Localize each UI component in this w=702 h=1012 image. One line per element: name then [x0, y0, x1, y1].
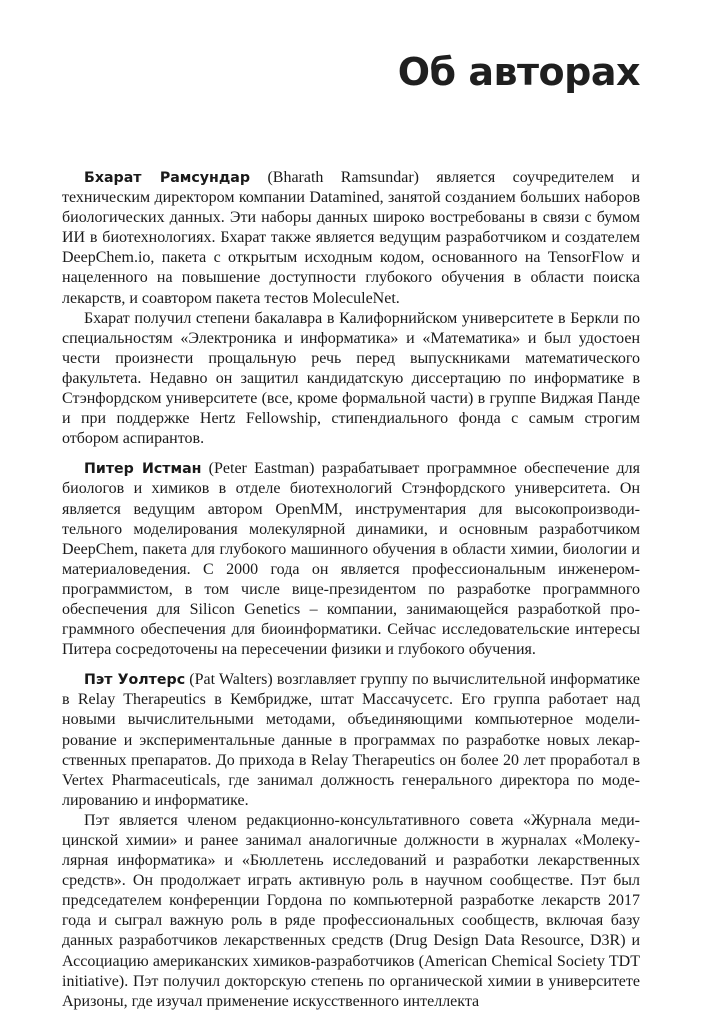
bio-paragraph-ramsundar-2: Бхарат получил степени бакалавра в Калифорнийском университете в Беркли по специальностям «Электроника и информатика» и «Математика» и был удостоен чести произнести прощальную речь перед выпускниками математического факультета. Недавно он защитил кандидатскую диссертацию по информатике в Стэнфордском университете (все, кроме формальной части) в группе Виджая Панде и при поддержке Hertz Fellowship, стипендиального фонда с самым строгим отбором аспирантов.	[62, 309, 640, 448]
bio-paragraph-ramsundar-1	[62, 168, 640, 309]
bio-text: (Pat Walters) возглавляет группу по вычислительной информатике в Relay Therapeutics в Кембридже, штат Массачусетс. Его группа работает над новыми вычислительными методами, объединяющими компьютерное моделирование и экспериментальные данные в программах по разработке новых лекарственных препаратов. До прихода в Relay Therapeutics он более 20 лет проработал в Vertex Pharmaceuticals, где занимал должность генерального директора по моделированию и информатике.	[62, 671, 641, 809]
author-name-eastman: Питер Истман	[84, 461, 202, 478]
author-bios	[62, 168, 640, 1012]
bio-text: (Bharath Ramsundar) является соучредителем и техническим директором компании Datamined, занятой созданием больших наборов биологических данных. Эти наборы данных широко востребованы в связи с бумом ИИ в биотехнологиях. Бхарат также является ведущим разработчиком и создателем DeepChem.io, пакета с открытым исходным кодом, основанного на TensorFlow и нацеленного на повышение доступности глубокого обучения в области поиска лекарств, и соавтором пакета тестов MoleculeNet.	[62, 169, 640, 307]
author-name-walters: Пэт Уолтерс	[84, 672, 186, 689]
author-name-ramsundar: Бхарат Рамсундар	[84, 170, 251, 186]
bio-text: (Peter Eastman) разрабатывает программное обеспечение для биологов и химиков в отделе биотехнологий Стэнфордского университета. Он является ведущим автором OpenMM, инструментария для высокопроизводительного моделирования молекулярной динамики, и основным разработчиком DeepChem, пакета для глубокого машинного обучения в области химии, биологии и материаловедения. С 2000 года он является профессиональным инженером-программистом, в том числе вице-президентом по разработке программного обеспечения для Silicon Genetics – компании, занимающейся разработкой программного обеспечения для биоинформатики. Сейчас исследовательские интересы Питера сосредоточены на пересечении физики и глубокого обучения.	[62, 460, 641, 659]
bio-paragraph-walters-2: Пэт является членом редакционно-консультативного совета «Журнала медицинской химии» и ранее занимал аналогичные должности в журналах «Молекулярная информатика» и «Бюллетень исследований и разработки лекарственных средств». Он продолжает играть активную роль в научном сообществе. Пэт был председателем конференции Гордона по компьютерной разработке лекарств 2017 года и сыграл важную роль в ряде профессиональных сообществ, включая базу данных разработчиков лекарственных средств (Drug Design Data Resource, D3R) и Ассоциацию американских химиков-разработчиков (American Chemical Society TDT initiative). Пэт получил докторскую степень по органической химии в университете Аризоны, где изучал применение искусственного интеллекта	[62, 811, 640, 1010]
bio-paragraph-eastman-1	[62, 459, 640, 660]
page-title: Об авторах	[397, 50, 640, 94]
bio-paragraph-walters-1	[62, 670, 640, 811]
